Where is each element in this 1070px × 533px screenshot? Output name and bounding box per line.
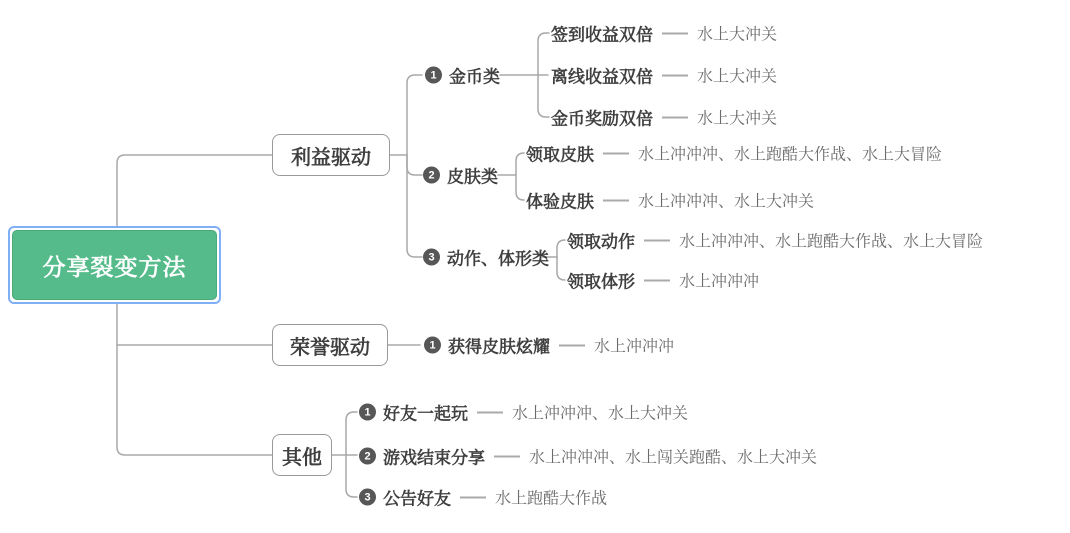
branch-label: 其他 [282, 446, 322, 469]
root-node[interactable] [12, 230, 217, 300]
branch-honor-driven[interactable] [272, 324, 388, 366]
connector-dash [477, 411, 503, 413]
connector-dash [662, 32, 688, 34]
leaf-value[interactable]: 水上冲冲冲、水上跑酷大作战、水上大冒险 [638, 146, 943, 164]
node-label: 游戏结束分享 [383, 448, 485, 468]
node-label: 公告好友 [383, 489, 451, 509]
leaf-try-skin[interactable] [526, 188, 814, 213]
connector-dash [603, 199, 629, 201]
node-action-body-category[interactable] [423, 245, 549, 270]
leaf-value[interactable]: 水上大冲关 [697, 110, 778, 128]
leaf-value[interactable]: 水上大冲关 [697, 26, 778, 44]
node-label: 皮肤类 [447, 167, 498, 187]
node-skin-category[interactable] [423, 163, 498, 188]
leaf-value[interactable]: 水上冲冲冲、水上大冲关 [638, 193, 815, 211]
root-selection-frame [8, 226, 221, 304]
number-badge-icon: 1 [359, 404, 376, 421]
connector-dash [559, 344, 585, 346]
leaf-label: 金币奖励双倍 [551, 109, 653, 129]
branch-label: 利益驱动 [291, 146, 371, 169]
leaf-label: 体验皮肤 [526, 192, 594, 212]
branch-other[interactable] [272, 434, 332, 476]
leaf-value[interactable]: 水上冲冲冲、水上大冲关 [512, 405, 689, 423]
connector-dash [644, 239, 670, 241]
node-show-off-skin[interactable] [424, 333, 674, 358]
root-label: 分享裂变方法 [42, 253, 187, 280]
node-label: 金币类 [449, 67, 500, 87]
leaf-label: 签到收益双倍 [551, 25, 653, 45]
connector-dash [460, 496, 486, 498]
leaf-value[interactable]: 水上冲冲冲 [679, 273, 760, 291]
leaf-label: 领取动作 [567, 232, 635, 252]
leaf-claim-action[interactable] [567, 228, 983, 253]
leaf-label: 离线收益双倍 [551, 67, 653, 87]
leaf-value[interactable]: 水上冲冲冲、水上闯关跑酷、水上大冲关 [529, 449, 818, 467]
connector-dash [662, 74, 688, 76]
node-coin-category[interactable] [425, 63, 500, 88]
number-badge-icon: 1 [424, 337, 441, 354]
branch-label: 荣誉驱动 [290, 336, 370, 359]
leaf-value[interactable]: 水上大冲关 [697, 68, 778, 86]
node-game-end-share[interactable] [359, 444, 817, 469]
connector-dash [644, 279, 670, 281]
node-label: 动作、体形类 [447, 249, 549, 269]
number-badge-icon: 3 [359, 489, 376, 506]
connector-dash [603, 152, 629, 154]
leaf-claim-skin[interactable] [526, 141, 942, 166]
number-badge-icon: 2 [359, 448, 376, 465]
node-label: 获得皮肤炫耀 [448, 337, 550, 357]
branch-benefit-driven[interactable] [272, 134, 390, 176]
connector-dash [494, 455, 520, 457]
leaf-label: 领取皮肤 [526, 145, 594, 165]
leaf-claim-body[interactable] [567, 268, 759, 293]
leaf-coin-reward-double[interactable] [551, 105, 777, 130]
node-label: 好友一起玩 [383, 404, 468, 424]
leaf-value[interactable]: 水上冲冲冲、水上跑酷大作战、水上大冒险 [679, 233, 984, 251]
leaf-label: 领取体形 [567, 272, 635, 292]
leaf-offline-income-double[interactable] [551, 63, 777, 88]
number-badge-icon: 2 [423, 167, 440, 184]
connector-dash [662, 116, 688, 118]
node-play-with-friends[interactable] [359, 400, 688, 425]
leaf-signin-income-double[interactable] [551, 21, 777, 46]
leaf-value[interactable]: 水上跑酷大作战 [495, 490, 608, 508]
node-announce-friends[interactable] [359, 485, 607, 510]
leaf-value[interactable]: 水上冲冲冲 [594, 338, 675, 356]
number-badge-icon: 1 [425, 67, 442, 84]
number-badge-icon: 3 [423, 249, 440, 266]
